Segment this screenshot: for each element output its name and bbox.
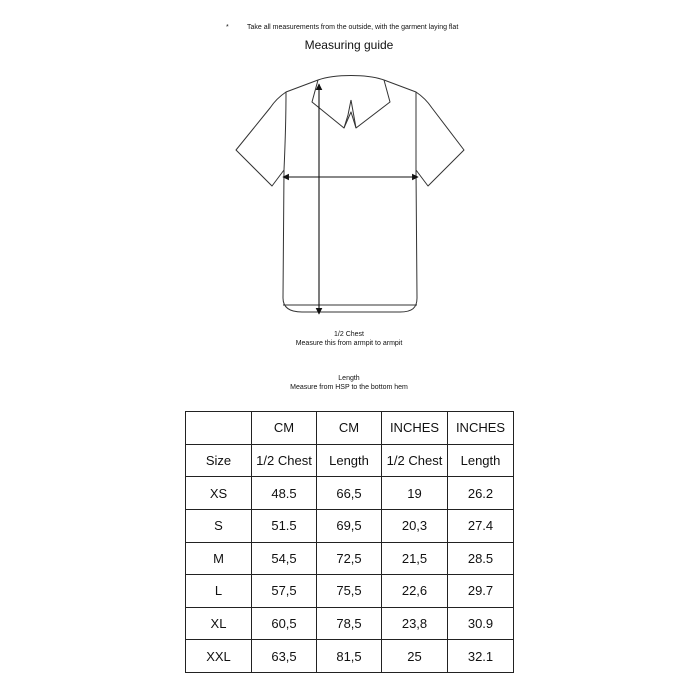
table-cell: L <box>186 575 252 608</box>
table-cell: 26.2 <box>448 477 514 510</box>
chest-caption-description: Measure this from armpit to armpit <box>295 340 403 347</box>
table-row <box>186 575 514 608</box>
table-cell: 81,5 <box>317 640 382 673</box>
table-header-cell: Size <box>186 444 252 477</box>
table-cell: 78,5 <box>317 607 382 640</box>
page-title: Measuring guide <box>304 38 394 52</box>
table-cell: 29.7 <box>448 575 514 608</box>
table-cell <box>186 412 252 445</box>
polo-shirt-outline-icon <box>236 76 464 313</box>
table-header-cell: Length <box>448 444 514 477</box>
note-text: Take all measurements from the outside, with the garment laying flat <box>247 24 459 31</box>
table-cell: XS <box>186 477 252 510</box>
table-cell: 48.5 <box>252 477 317 510</box>
table-cell: 72,5 <box>317 542 382 575</box>
table-cell: 28.5 <box>448 542 514 575</box>
chest-caption-label: 1/2 Chest <box>334 331 364 338</box>
table-cell: 75,5 <box>317 575 382 608</box>
table-cell: INCHES <box>448 412 514 445</box>
table-header-cell: 1/2 Chest <box>382 444 448 477</box>
table-cell: 69,5 <box>317 509 382 542</box>
table-cell: 66,5 <box>317 477 382 510</box>
length-caption <box>0 374 698 392</box>
table-cell: 19 <box>382 477 448 510</box>
table-cell: XXL <box>186 640 252 673</box>
measurement-note <box>0 24 698 36</box>
table-cell: M <box>186 542 252 575</box>
table-row <box>186 477 514 510</box>
table-cell: 60,5 <box>252 607 317 640</box>
table-header-cell: Length <box>317 444 382 477</box>
table-header-row <box>186 444 514 477</box>
table-cell: 27.4 <box>448 509 514 542</box>
size-chart-table <box>185 411 514 673</box>
table-cell: 63,5 <box>252 640 317 673</box>
table-cell: 22,6 <box>382 575 448 608</box>
table-cell: 30.9 <box>448 607 514 640</box>
length-caption-label: Length <box>338 375 360 382</box>
table-cell: 20,3 <box>382 509 448 542</box>
table-row <box>186 640 514 673</box>
chest-caption <box>0 330 698 348</box>
table-row <box>186 542 514 575</box>
table-cell: 51.5 <box>252 509 317 542</box>
table-header-cell: 1/2 Chest <box>252 444 317 477</box>
table-cell: 21,5 <box>382 542 448 575</box>
note-bullet: * <box>226 24 229 31</box>
table-row <box>186 509 514 542</box>
table-cell: CM <box>252 412 317 445</box>
table-cell: INCHES <box>382 412 448 445</box>
table-cell: 32.1 <box>448 640 514 673</box>
table-row <box>186 607 514 640</box>
table-cell: 54,5 <box>252 542 317 575</box>
table-cell: 23,8 <box>382 607 448 640</box>
table-cell: CM <box>317 412 382 445</box>
length-caption-description: Measure from HSP to the bottom hem <box>290 384 408 391</box>
table-cell: 25 <box>382 640 448 673</box>
table-units-row <box>186 412 514 445</box>
polo-shirt-diagram <box>230 70 470 325</box>
table-cell: XL <box>186 607 252 640</box>
table-cell: 57,5 <box>252 575 317 608</box>
table-cell: S <box>186 509 252 542</box>
